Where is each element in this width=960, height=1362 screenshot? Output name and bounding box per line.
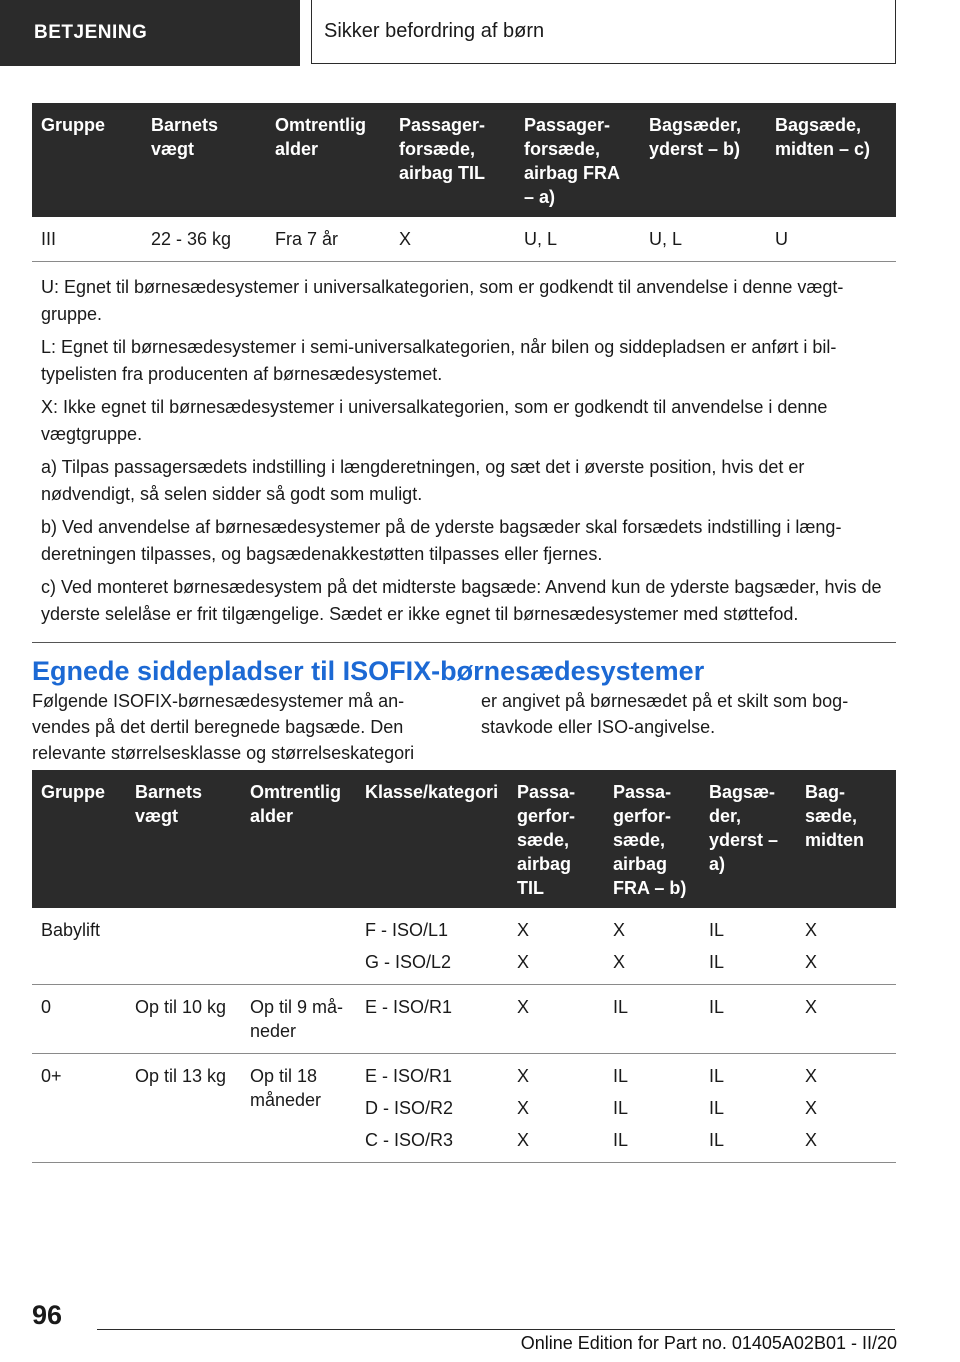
cell-value: X (517, 1066, 530, 1086)
column-header: Passagerforsæde, airbag FRA – b) (604, 770, 700, 908)
column-header: Omtrentlig alder (241, 770, 356, 908)
column-header: Bagsæder, yderst – a) (700, 770, 796, 908)
table-cell: IL (604, 985, 700, 1054)
column-header: Barnets vægt (142, 103, 266, 217)
table-cell: Babylift (32, 908, 126, 985)
table-cell (508, 908, 604, 985)
notes-row (32, 262, 896, 643)
table-cell (796, 1054, 896, 1163)
column-header: Gruppe (32, 103, 142, 217)
table-cell (241, 908, 356, 985)
table-cell (356, 908, 508, 985)
table-cell: U (766, 217, 896, 262)
table-cell (356, 1054, 508, 1163)
table-cell: Op til 13 kg (126, 1054, 241, 1163)
table-cell: Op til 9 måneder (241, 985, 356, 1054)
table-cell: 22 - 36 kg (142, 217, 266, 262)
cell-value: X (517, 1130, 530, 1150)
chapter-title: Sikker befordring af børn (311, 0, 896, 64)
table-header-row (32, 770, 896, 908)
table-cell: E - ISO/R1 (356, 985, 508, 1054)
column-header: Klasse/kategori (356, 770, 508, 908)
column-header: Bagsæde, midten (796, 770, 896, 908)
footer-divider (97, 1329, 895, 1330)
cell-value: IL (709, 920, 725, 940)
table-cell: X (796, 985, 896, 1054)
page-number: 96 (32, 1300, 63, 1330)
cell-value: IL (709, 1098, 725, 1118)
cell-value: X (517, 920, 530, 940)
cell-value: X (613, 920, 626, 940)
column-header: Gruppe (32, 770, 126, 908)
section-label: BETJENING (0, 0, 300, 66)
table-cell: Op til 18 måneder (241, 1054, 356, 1163)
cell-value: C - ISO/R3 (365, 1130, 454, 1150)
cell-value: IL (709, 1066, 725, 1086)
table-cell: Fra 7 år (266, 217, 390, 262)
note-l: L: Egnet til børnesædesystemer i semi-universalkategorien, når bilen og siddepladsen er anført i biltypelisten fra producenten af børnesædesystemet. (41, 337, 837, 384)
table-cell: 0+ (32, 1054, 126, 1163)
isofix-table (32, 770, 896, 1163)
child-seat-table-group3 (32, 103, 896, 643)
cell-value: X (805, 1066, 818, 1086)
cell-value: IL (613, 1098, 629, 1118)
note-x: X: Ikke egnet til børnesædesystemer i universalkategorien, som er godkendt til anvendelse i denne vægtgruppe. (41, 397, 828, 444)
table-cell (126, 908, 241, 985)
table-cell: U, L (515, 217, 640, 262)
table-cell (700, 1054, 796, 1163)
table-cell (700, 908, 796, 985)
column-header: Omtrentlig alder (266, 103, 390, 217)
column-header: Barnets vægt (126, 770, 241, 908)
cell-value: D - ISO/R2 (365, 1098, 454, 1118)
cell-value: E - ISO/R1 (365, 1066, 453, 1086)
note-a: a) Tilpas passagersædets indstilling i længderetningen, og sæt det i øverste position, hvis det er nødvendigt, så selen sidder så godt som muligt. (41, 457, 805, 504)
column-header: Bagsæder, yderst – b) (640, 103, 766, 217)
table-row (32, 985, 896, 1054)
table-cell (508, 1054, 604, 1163)
table-header-row (32, 103, 896, 217)
cell-value: IL (709, 952, 725, 972)
table-cell (604, 1054, 700, 1163)
table-cell: X (508, 985, 604, 1054)
cell-value: X (805, 1098, 818, 1118)
table-cell: 0 (32, 985, 126, 1054)
table-row (32, 217, 896, 262)
table-row (32, 1054, 896, 1163)
cell-value: X (517, 952, 530, 972)
cell-value: X (805, 920, 818, 940)
cell-value: X (517, 1098, 530, 1118)
cell-value: IL (613, 1130, 629, 1150)
column-header: Passager-forsæde, airbag FRA – a) (515, 103, 640, 217)
table-cell: IL (700, 985, 796, 1054)
cell-value: IL (709, 1130, 725, 1150)
table-cell: III (32, 217, 142, 262)
table-cell (796, 908, 896, 985)
cell-value: X (805, 1130, 818, 1150)
column-header: Bagsæde, midten – c) (766, 103, 896, 217)
note-c: c) Ved monteret børnesædesystem på det midterste bagsæde: Anvend kun de yderste bagsæder, hvis de yderste selelåse er frit tilgængelige. Sædet er ikke egnet til børnesædesystemer med støttefod. (41, 577, 882, 624)
note-u: U: Egnet til børnesædesystemer i universalkategorien, som er godkendt til anvendelse i denne vægtgruppe. (41, 277, 844, 324)
table-cell: U, L (640, 217, 766, 262)
cell-value: X (613, 952, 626, 972)
column-header: Passagerforsæde, airbag TIL (508, 770, 604, 908)
cell-value: F - ISO/L1 (365, 920, 449, 940)
edition-info: Online Edition for Part no. 01405A02B01 - II/20 (520, 1333, 897, 1353)
notes-cell (32, 262, 896, 643)
table-cell: X (390, 217, 515, 262)
cell-value: G - ISO/L2 (365, 952, 452, 972)
table-row (32, 908, 896, 985)
cell-value: IL (613, 1066, 629, 1086)
page-header (0, 0, 960, 66)
note-b: b) Ved anvendelse af børnesædesystemer på de yderste bagsæder skal forsædets indstilling i længderetningen tilpasses, og bagsædenakkestøtten tilpasses eller fjernes. (41, 517, 842, 564)
table-cell (604, 908, 700, 985)
cell-value: X (805, 952, 818, 972)
section-heading: Egnede siddepladser til ISOFIX-børnesædesystemer (32, 656, 705, 686)
intro-text-left: Følgende ISOFIX-børnesædesystemer må anvendes på det dertil beregnede bagsæde. Den relevante størrelsesklasse og størrelseskategori (32, 691, 415, 763)
intro-text-right: er angivet på børnesædet på et skilt som bogstavkode eller ISO-angivelse. (481, 691, 849, 737)
column-header: Passager-forsæde, airbag TIL (390, 103, 515, 217)
table-cell: Op til 10 kg (126, 985, 241, 1054)
